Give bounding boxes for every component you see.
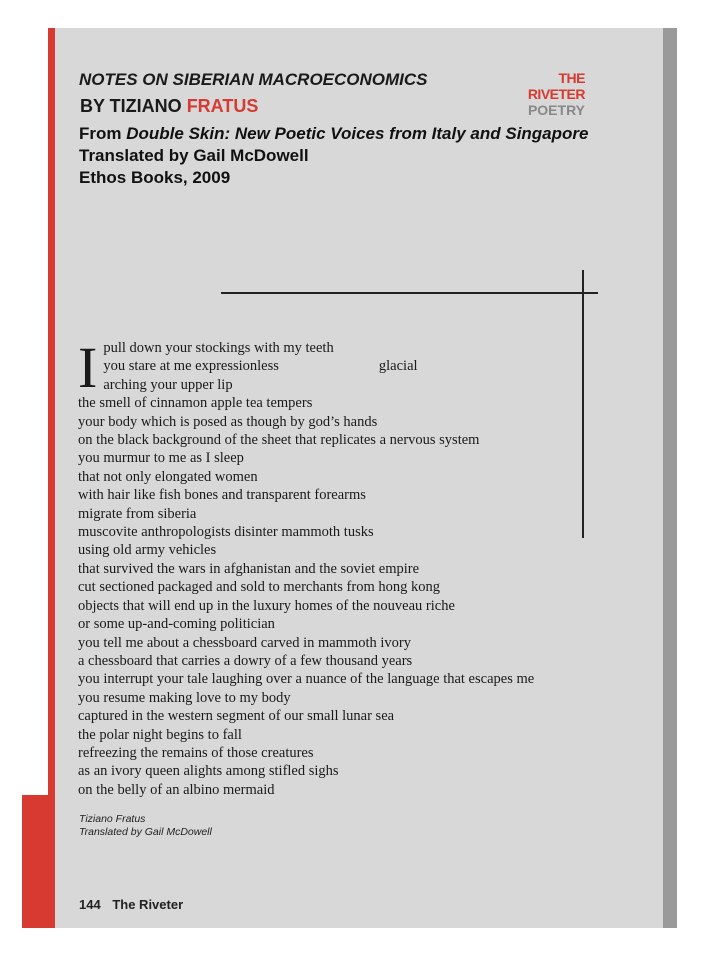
- author-byline: [80, 96, 258, 117]
- poem-credit: [79, 813, 212, 838]
- page-footer: [79, 897, 183, 912]
- poem-line: migrate from siberia: [78, 505, 197, 522]
- poem-line: cut sectioned packaged and sold to merchants from hong kong: [78, 579, 440, 596]
- poem-line: a chessboard that carries a dowry of a few thousand years: [78, 652, 413, 669]
- poem-title: NOTES ON SIBERIAN MACROECONOMICS: [79, 70, 428, 89]
- poem-line: your body which is posed as though by god’s hands: [78, 413, 378, 430]
- poem-line: the polar night begins to fall: [78, 726, 242, 743]
- decorative-vertical-rule: [582, 270, 584, 538]
- poem-line: or some up-and-coming politician: [78, 616, 275, 633]
- brand-name: THE RIVETER: [527, 70, 585, 102]
- translator-line: Translated by Gail McDowell: [79, 146, 309, 165]
- poem-line: that not only elongated women: [78, 468, 258, 485]
- poem-line: refreezing the remains of those creatures: [78, 744, 314, 761]
- glacial-word: glacial: [378, 358, 418, 375]
- poem-opening: [78, 335, 534, 400]
- credit-translator: Translated by Gail McDowell: [79, 825, 212, 838]
- byline-prefix: BY TIZIANO: [80, 96, 182, 116]
- poem-line: on the black background of the sheet that replicates a nervous system: [78, 432, 480, 449]
- drop-cap: I: [78, 335, 98, 400]
- gray-edge-strip: [663, 28, 677, 928]
- source-book: Double Skin: New Poetic Voices from Italy and Singapore: [126, 124, 589, 143]
- poem-line: you stare at me expressionless: [103, 358, 279, 375]
- publication-name: The Riveter: [112, 897, 184, 912]
- poem-line: objects that will end up in the luxury homes of the nouveau riche: [78, 597, 455, 614]
- poem-line: you interrupt your tale laughing over a nuance of the language that escapes me: [78, 671, 535, 688]
- poem-line: you murmur to me as I sleep: [78, 450, 244, 467]
- poem-line: you resume making love to my body: [78, 689, 291, 706]
- riveter-logo: [508, 70, 585, 118]
- decorative-horizontal-rule: [221, 292, 598, 294]
- poem-line: the smell of cinnamon apple tea tempers: [78, 395, 313, 412]
- source-info: [79, 123, 588, 189]
- poem-line: captured in the western segment of our small lunar sea: [78, 708, 395, 725]
- poem-line: arching your upper lip: [103, 376, 233, 393]
- poem-line: you tell me about a chessboard carved in mammoth ivory: [78, 634, 412, 651]
- poem-line-with-glacial: [78, 357, 534, 375]
- poem-line: using old army vehicles: [78, 542, 217, 559]
- source-prefix: From: [79, 124, 122, 143]
- brand-section: POETRY: [527, 102, 585, 118]
- poem-line: that survived the wars in afghanistan and the soviet empire: [78, 560, 420, 577]
- poem-lines: [78, 394, 534, 799]
- poem-line: as an ivory queen alights among stifled sighs: [78, 763, 339, 780]
- poem-body: [78, 335, 535, 799]
- source-line: [79, 123, 588, 145]
- credit-author: Tiziano Fratus: [79, 813, 146, 825]
- publisher-line: Ethos Books, 2009: [79, 168, 231, 187]
- poem-line: muscovite anthropologists disinter mammoth tusks: [78, 524, 374, 541]
- poem-line: on the belly of an albino mermaid: [78, 781, 275, 798]
- page-number: 144: [79, 897, 101, 912]
- red-edge-tab: [22, 795, 55, 928]
- author-surname: FRATUS: [186, 96, 259, 116]
- poem-line: pull down your stockings with my teeth: [103, 340, 334, 356]
- red-edge-strip: [48, 28, 55, 795]
- poem-line: with hair like fish bones and transparent forearms: [78, 487, 366, 504]
